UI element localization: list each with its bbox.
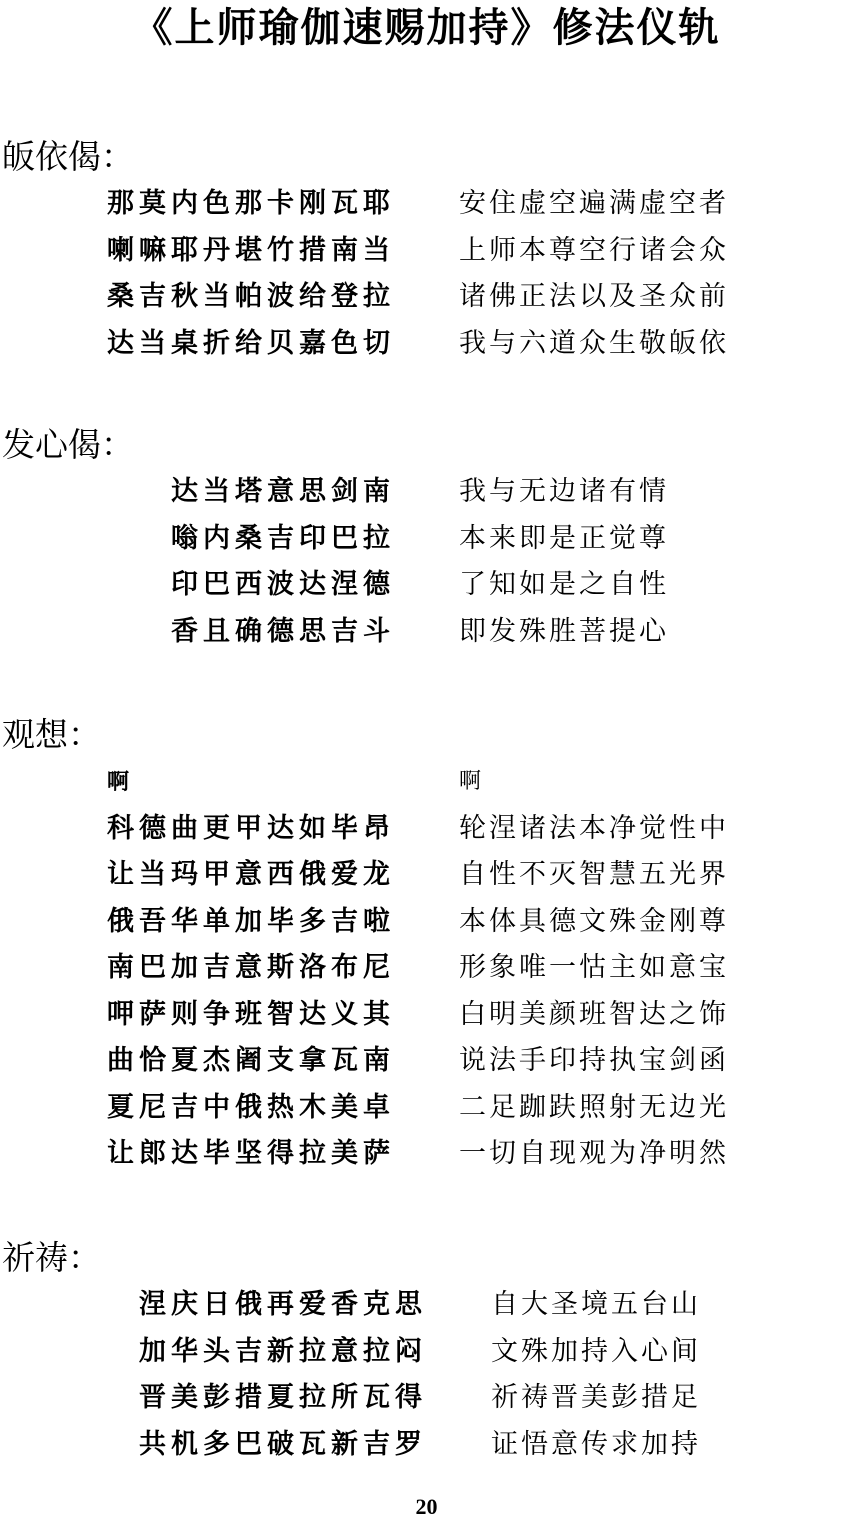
verse-line: 证悟意传求加持 bbox=[491, 1428, 701, 1460]
verse-line: 我与六道众生敬皈依 bbox=[459, 327, 729, 359]
visualization-transliteration bbox=[107, 759, 395, 1178]
verse-line: 轮涅诸法本净觉性中 bbox=[459, 812, 729, 844]
verse-line: 我与无边诸有情 bbox=[459, 476, 669, 507]
verse-line: 了知如是之自性 bbox=[459, 569, 669, 600]
visualization-translation bbox=[459, 759, 729, 1178]
verse-line: 香且确德思吉斗 bbox=[171, 615, 395, 647]
section-heading-visualization: 观想： bbox=[2, 715, 101, 754]
refuge-transliteration bbox=[107, 181, 395, 367]
verse-line: 文殊加持入心间 bbox=[491, 1335, 701, 1367]
verse-line: 曲恰夏杰阇支拿瓦南 bbox=[107, 1045, 395, 1076]
verse-line: 涅庆日俄再爱香克思 bbox=[139, 1289, 427, 1320]
verse-line: 喇嘛耶丹堪竹措南当 bbox=[107, 234, 395, 266]
verse-line: 本来即是正觉尊 bbox=[459, 522, 669, 554]
verse-line: 俄吾华单加毕多吉啦 bbox=[107, 905, 395, 937]
verse-line: 桑吉秋当帕波给登拉 bbox=[107, 281, 395, 312]
verse-line: 晋美彭措夏拉所瓦得 bbox=[139, 1382, 427, 1413]
page-title: 《上师瑜伽速赐加持》修法仪轨 bbox=[132, 4, 721, 51]
verse-line: 科德曲更甲达如毕昂 bbox=[107, 812, 395, 844]
section-heading-bodhicitta: 发心偈： bbox=[2, 425, 134, 464]
section-heading-refuge: 皈依偈： bbox=[2, 137, 134, 176]
verse-line: 那莫内色那卡刚瓦耶 bbox=[107, 188, 395, 219]
verse-line: 啊 bbox=[107, 769, 135, 795]
verse-line: 达当塔意思剑南 bbox=[171, 476, 395, 507]
verse-line: 呷萨则争班智达义其 bbox=[107, 998, 395, 1030]
verse-line: 南巴加吉意斯洛布尼 bbox=[107, 952, 395, 983]
verse-line: 自大圣境五台山 bbox=[491, 1289, 701, 1320]
verse-line: 二足跏趺照射无边光 bbox=[459, 1091, 729, 1123]
verse-line: 共机多巴破瓦新吉罗 bbox=[139, 1428, 427, 1460]
verse-line: 嗡内桑吉印巴拉 bbox=[171, 522, 395, 554]
verse-line: 形象唯一怙主如意宝 bbox=[459, 952, 729, 983]
verse-line: 加华头吉新拉意拉闷 bbox=[139, 1335, 427, 1367]
verse-line: 啊 bbox=[459, 769, 485, 794]
prayer-transliteration bbox=[139, 1282, 427, 1468]
verse-line: 让当玛甲意西俄爱龙 bbox=[107, 859, 395, 890]
page-number: 20 bbox=[415, 1494, 438, 1519]
bodhicitta-transliteration bbox=[171, 469, 395, 655]
verse-line: 安住虚空遍满虚空者 bbox=[459, 188, 729, 219]
prayer-translation bbox=[491, 1282, 701, 1468]
verse-line: 祈祷晋美彭措足 bbox=[491, 1382, 701, 1413]
bodhicitta-translation bbox=[459, 469, 669, 655]
verse-line: 夏尼吉中俄热木美卓 bbox=[107, 1091, 395, 1123]
refuge-translation bbox=[459, 181, 729, 367]
verse-line: 自性不灭智慧五光界 bbox=[459, 859, 729, 890]
verse-line: 上师本尊空行诸会众 bbox=[459, 234, 729, 266]
verse-line: 一切自现观为净明然 bbox=[459, 1138, 729, 1169]
verse-line: 说法手印持执宝剑函 bbox=[459, 1045, 729, 1076]
verse-line: 即发殊胜菩提心 bbox=[459, 615, 669, 647]
verse-line: 让郎达毕坚得拉美萨 bbox=[107, 1138, 395, 1169]
verse-line: 印巴西波达涅德 bbox=[171, 569, 395, 600]
section-heading-prayer: 祈祷： bbox=[2, 1238, 101, 1277]
verse-line: 达当桌折给贝嘉色切 bbox=[107, 327, 395, 359]
verse-line: 诸佛正法以及圣众前 bbox=[459, 281, 729, 312]
verse-line: 本体具德文殊金刚尊 bbox=[459, 905, 729, 937]
verse-line: 白明美颜班智达之饰 bbox=[459, 998, 729, 1030]
